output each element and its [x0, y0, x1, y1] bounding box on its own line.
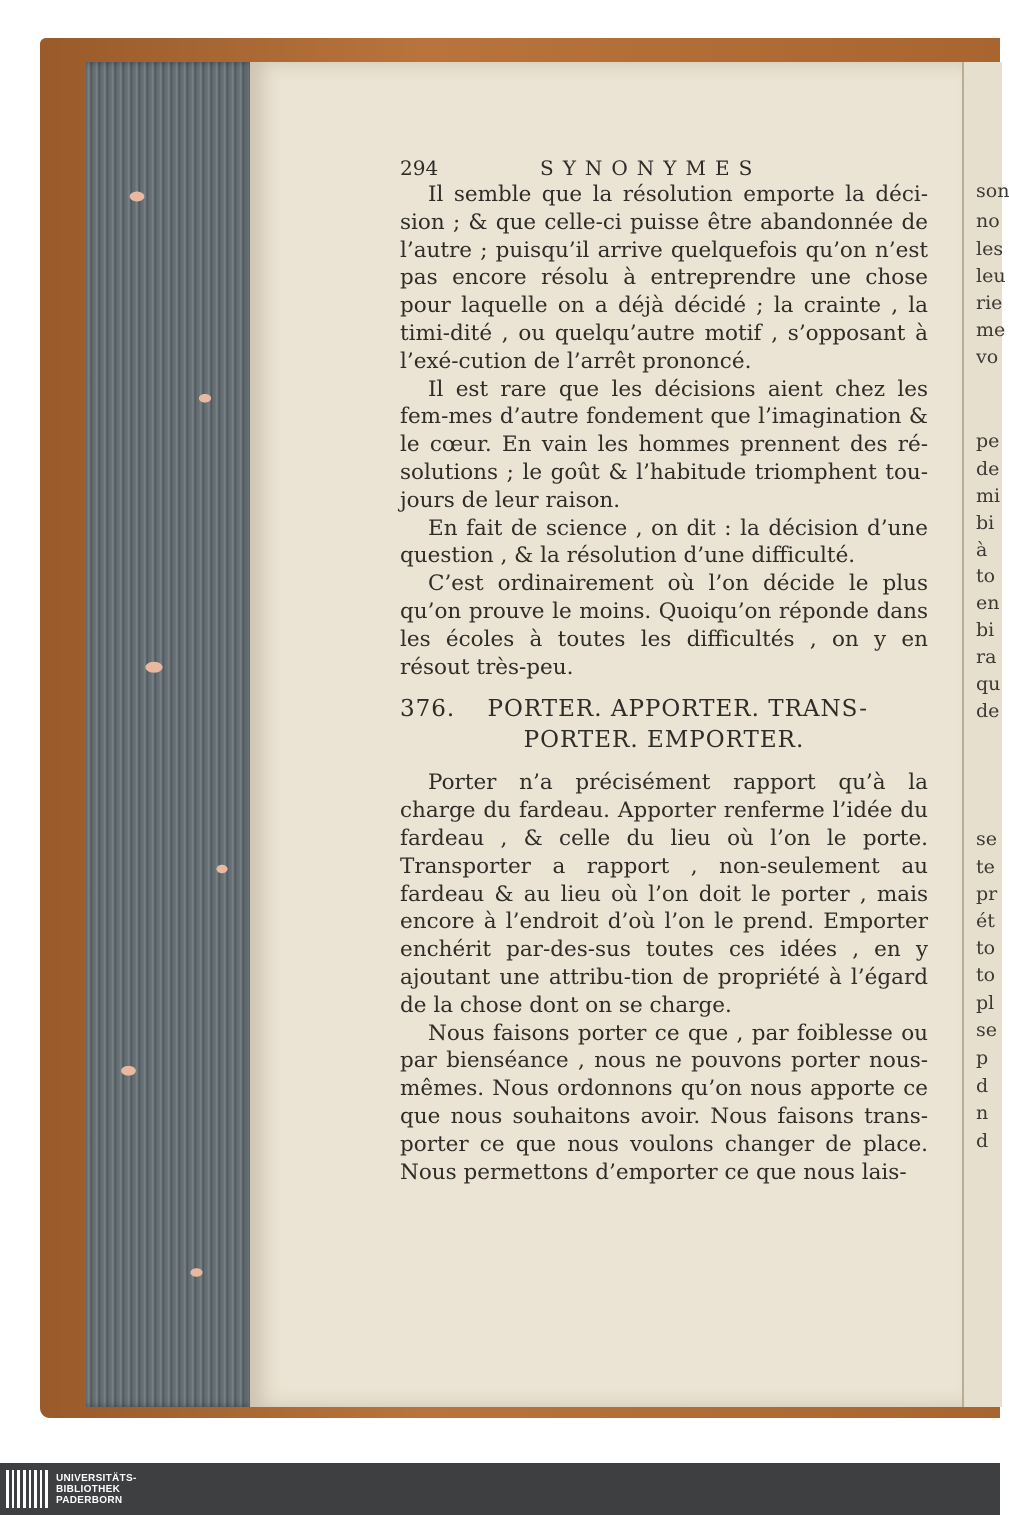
- facing-page-fragment: se: [976, 1019, 997, 1041]
- running-title: SYNONYMES: [540, 156, 762, 180]
- facing-page-fragment: pe: [976, 430, 1000, 452]
- facing-page-fragment: leu: [976, 265, 1006, 287]
- facing-page-fragment: les: [976, 238, 1004, 260]
- library-name: [56, 1473, 137, 1506]
- facing-page-fragment: de: [976, 700, 1000, 722]
- facing-page-fragment: qu: [976, 673, 1001, 695]
- facing-page-fragment: p: [976, 1047, 989, 1069]
- facing-page-fragment: bi: [976, 512, 995, 534]
- page-text: [400, 155, 928, 1186]
- facing-page-fragment: rie: [976, 292, 1003, 314]
- facing-page-fragment: ét: [976, 910, 995, 932]
- running-head: [400, 155, 928, 181]
- section-heading: [400, 695, 928, 755]
- facing-page-fragment: d: [976, 1075, 989, 1097]
- facing-page-fragment: no: [976, 210, 1000, 232]
- facing-page-fragment: bi: [976, 619, 995, 641]
- facing-page-fragment: to: [976, 565, 996, 587]
- facing-page-fragment: se: [976, 828, 997, 850]
- facing-page-fragment: mi: [976, 485, 1001, 507]
- library-name-line3: PADERBORN: [56, 1494, 123, 1506]
- facing-page-edge: [962, 62, 1009, 1407]
- paragraph: En fait de science , on dit : la décision d’une question , & la résolution d’une difficulté.: [400, 515, 928, 569]
- facing-page-fragment: son: [976, 180, 1009, 202]
- facing-page-fragment: pr: [976, 883, 998, 905]
- facing-page-fragment: ra: [976, 646, 997, 668]
- section-heading-line2: PORTER. EMPORTER.: [523, 727, 805, 754]
- paragraph: Il est rare que les décisions aient chez les fem-mes d’autre fondement que l’imagination & le cœur. En vain les hommes prennent des ré-solutions ; le goût & l’habitude triomphent tou-jours de leur raison.: [400, 376, 928, 513]
- page-number: 294: [400, 156, 439, 180]
- library-name-line2: BIBLIOTHEK: [56, 1483, 121, 1495]
- paragraph: Porter n’a précisément rapport qu’à la charge du fardeau. Apporter renferme l’idée du fardeau , & celle du lieu où l’on le porte. Transporter a rapport , non-seulement au fardeau & au lieu où l’on doit le porter , mais encore à l’endroit d’où l’on le prend. Emporter enchérit par-des-sus toutes ces idées , en y ajoutant une attribu-tion de propriété à l’égard de la chose dont on se charge.: [400, 770, 928, 1018]
- facing-page-fragment: n: [976, 1102, 989, 1124]
- facing-page-fragment: à: [976, 539, 988, 561]
- facing-page-fragment: pl: [976, 992, 995, 1014]
- facing-page-fragment: en: [976, 592, 1000, 614]
- marbled-page-edge: [86, 62, 256, 1407]
- paragraph: Il semble que la résolution emporte la déci-sion ; & que celle-ci puisse être abandonnée de l’autre ; puisqu’il arrive quelquefois qu’on n’est pas encore résolu à entreprendre une chose pour laquelle on a déjà décidé ; la crainte , la timi-dité , ou quelqu’autre motif , s’opposant à l’exé-cution de l’arrêt prononcé.: [400, 182, 928, 374]
- library-footer: [0, 1463, 1000, 1515]
- facing-page-fragment: te: [976, 856, 995, 878]
- facing-page-fragment: to: [976, 937, 996, 959]
- facing-page-fragment: vo: [976, 346, 999, 368]
- section-number: 376.: [400, 696, 456, 723]
- section-heading-line1: PORTER. APPORTER. TRANS-: [487, 696, 869, 723]
- library-logo-icon: [6, 1470, 48, 1508]
- facing-page-fragment: d: [976, 1130, 989, 1152]
- paragraph: C’est ordinairement où l’on décide le plus qu’on prouve le moins. Quoiqu’on réponde dans les écoles à toutes les difficultés , on y en résout très-peu.: [400, 571, 928, 680]
- facing-page-fragment: me: [976, 319, 1006, 341]
- facing-page-fragment: de: [976, 458, 1000, 480]
- paragraph: Nous faisons porter ce que , par foiblesse ou par bienséance , nous ne pouvons porter nous-mêmes. Nous ordonnons qu’on nous apporte ce que nous souhaitons avoir. Nous faisons trans-porter ce que nous voulons changer de place. Nous permettons d’emporter ce que nous lais-: [400, 1020, 928, 1185]
- facing-page-fragment: to: [976, 964, 996, 986]
- library-name-line1: UNIVERSITÄTS-: [56, 1472, 137, 1484]
